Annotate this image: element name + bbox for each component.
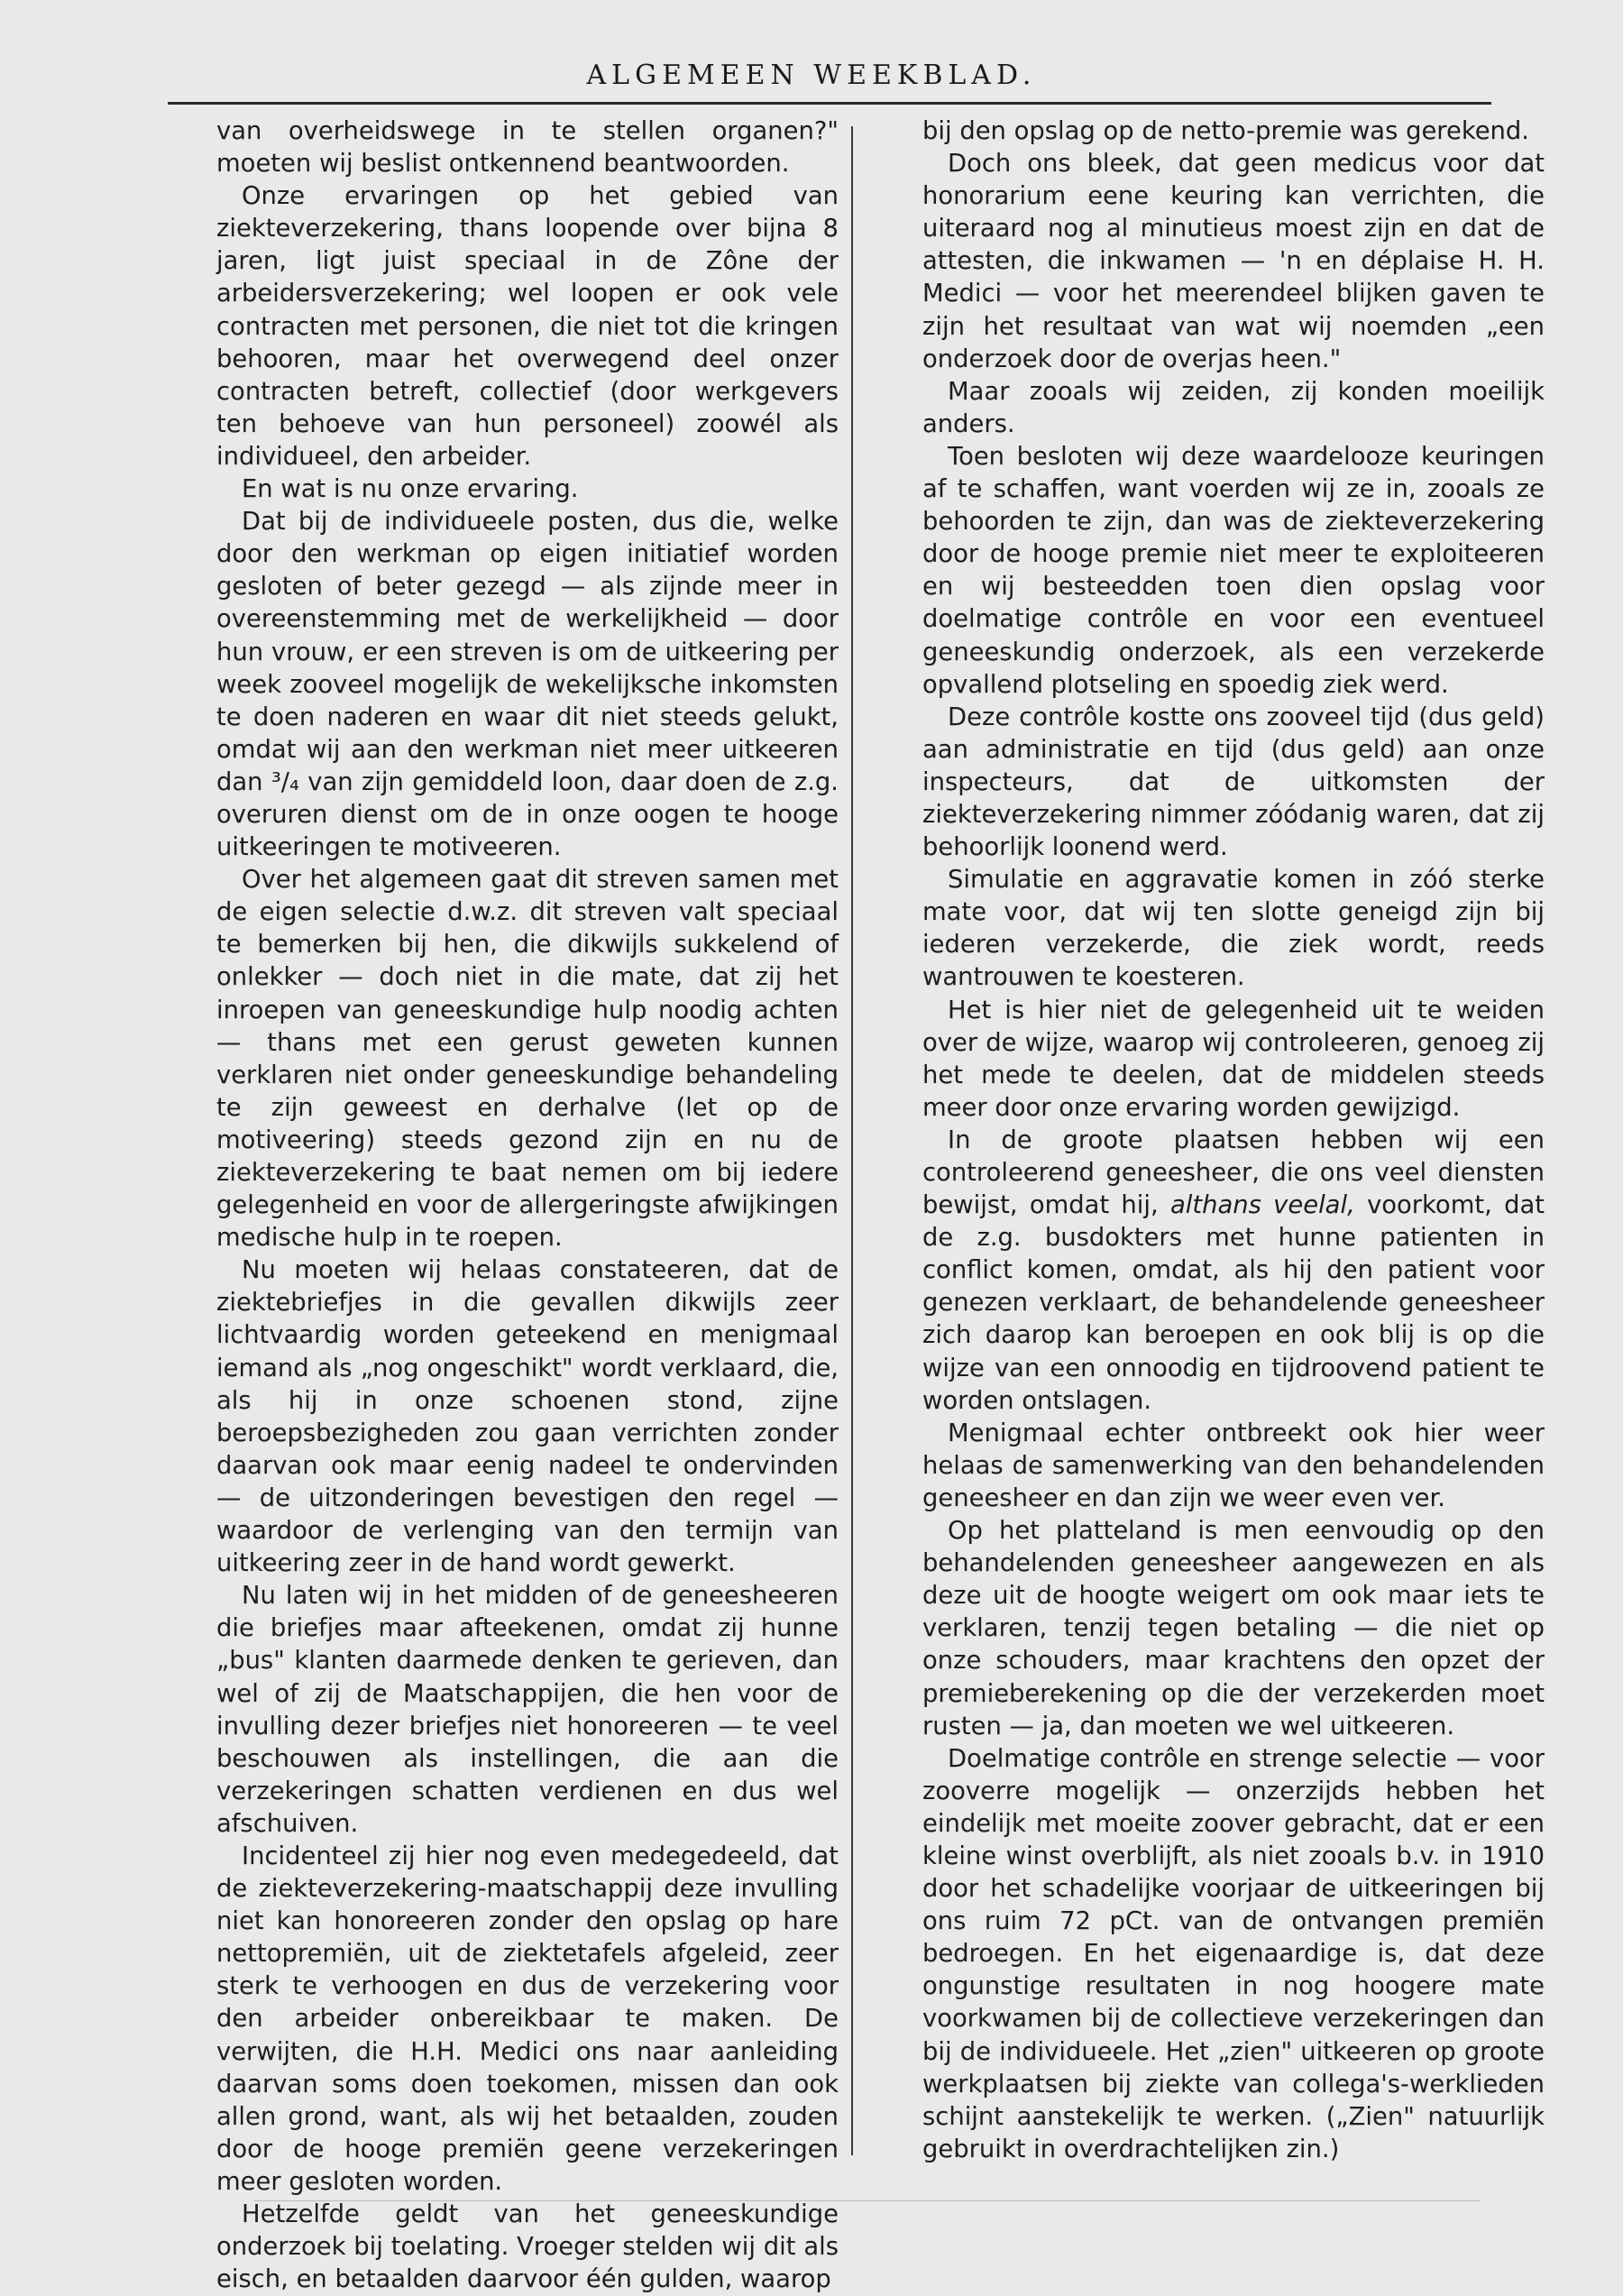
left-column bbox=[216, 115, 839, 2296]
paragraph: Hetzelfde geldt van het geneeskundige onderzoek bij toelating. Vroeger stelden wij dit als eisch, en betaalden daarvoor één gulden, waarop bbox=[216, 2200, 839, 2294]
paragraph-text: voorkomt, dat de z.g. busdokters met hunne patienten in conflict komen, omdat, als hij den patient voor genezen verklaart, de behandelende geneesheer zich daarop kan beroepen en ook blij is op die wijze van een onnoodig en tijdroovend patient te worden ontslagen. bbox=[922, 1191, 1545, 1415]
paragraph: Doelmatige contrôle en strenge selectie — voor zooverre mogelijk — onzerzijds hebben het eindelijk met moeite zoover gebracht, dat er een kleine winst overblijft, als niet zooals b.v. in 1910 door het schadelijke voorjaar de uitkeeringen bij ons ruim 72 pCt. van de ontvangen premiën bedroegen. En het eigenaardige is, dat deze ongunstige resultaten in nog hoogere mate voorkwamen bij de collectieve verzekeringen dan bij de individueele. Het „zien" uitkeeren op groote werkplaatsen bij ziekte van collega's-werklieden schijnt aanstekelijk te werken. („Zien" natuurlijk gebruikt in overdrachtelijken zin.) bbox=[922, 1744, 1545, 2163]
page-header: ALGEMEEN WEEKBLAD. bbox=[586, 60, 1037, 91]
paragraph: Nu laten wij in het midden of de geneesheeren die briefjes maar afteekenen, omdat zij hunne „bus" klanten daarmede denken te gerieven, dan wel of zij de Maatschappijen, die hen voor de invulling dezer briefjes niet honoreeren — te veel beschouwen als instellingen, die aan die verzekeringen schatten verdienen en dus wel afschuiven. bbox=[216, 1582, 839, 1838]
paragraph: Het is hier niet de gelegenheid uit te weiden over de wijze, waarop wij controleeren, genoeg zij het mede te deelen, dat de middelen steeds meer door onze ervaring worden gewijzigd. bbox=[922, 996, 1545, 1122]
header-rule bbox=[168, 102, 1491, 105]
paragraph: Deze contrôle kostte ons zooveel tijd (dus geld) aan administratie en tijd (dus geld) aan onze inspecteurs, dat de uitkomsten der ziekteverzekering nimmer zóódanig waren, dat zij behoorlijk loonend werd. bbox=[922, 703, 1545, 862]
column-divider bbox=[851, 126, 853, 2155]
paragraph: Maar zooals wij zeiden, zij konden moeilijk anders. bbox=[922, 377, 1545, 438]
paragraph: Onze ervaringen op het gebied van ziekteverzekering, thans loopende over bijna 8 jaren, ligt juist speciaal in de Zône der arbeidersverzekering; wel loopen er ook vele contracten met personen, die niet tot die kringen behooren, maar het overwegend deel onzer contracten betreft, collectief (door werkgevers ten behoeve van hun personeel) zoowél als individueel, den arbeider. bbox=[216, 182, 839, 471]
paragraph: Op het platteland is men eenvoudig op den behandelenden geneesheer aangewezen en als deze uit de hoogte weigert om ook maar iets te verklaren, tenzij tegen betaling — die niet op onze schouders, maar krachtens den opzet der premieberekening op die der verzekerden moet rusten — ja, dan moeten we wel uitkeeren. bbox=[922, 1517, 1545, 1740]
paragraph: Doch ons bleek, dat geen medicus voor dat honorarium eene keuring kan verrichten, die uiteraard nog al minutieus moest zijn en dat de attesten, die inkwamen — 'n en déplaise H. H. Medici — voor het meerendeel blijken gaven te zijn het resultaat van wat wij noemden „een onderzoek door de overjas heen." bbox=[922, 150, 1545, 373]
paragraph: bij den opslag op de netto-premie was gerekend. bbox=[922, 117, 1530, 145]
bottom-rule bbox=[254, 2200, 1481, 2201]
paragraph: Toen besloten wij deze waardelooze keuringen af te schaffen, want voerden wij ze in, zooals ze behoorden te zijn, dan was de ziekteverzekering door de hooge premie niet meer te exploiteeren en wij besteedden toen dien opslag voor doelmatige contrôle en voor een eventueel geneeskundig onderzoek, als een verzekerde opvallend plotseling en spoedig ziek werd. bbox=[922, 442, 1545, 699]
paragraph: En wat is nu onze ervaring. bbox=[242, 475, 579, 504]
paragraph: Incidenteel zij hier nog even medegedeeld, dat de ziekteverzekering-maatschappij deze invulling niet kan honoreeren zonder den opslag op hare nettopremiën, uit de ziektetafels afgeleid, zeer sterk te verhoogen en dus de verzekering voor den arbeider onbereikbaar te maken. De verwijten, die H.H. Medici ons naar aanleiding daarvan soms doen toekomen, missen dan ook allen grond, want, als wij het betaalden, zouden door de hooge premiën geene verzekeringen meer gesloten worden. bbox=[216, 1841, 839, 2196]
paragraph: Dat bij de individueele posten, dus die, welke door den werkman op eigen initiatief worden gesloten of beter gezegd — als zijnde meer in overeenstemming met de werkelijkheid — door hun vrouw, er een streven is om de uitkeering per week zooveel mogelijk de wekelijksche inkomsten te doen naderen en waar dit niet steeds gelukt, omdat wij aan den werkman niet meer uitkeeren dan ³/₄ van zijn gemiddeld loon, daar doen de z.g. overuren dienst om de in onze oogen te hooge uitkeeringen te motiveeren. bbox=[216, 508, 839, 862]
paragraph: Menigmaal echter ontbreekt ook hier weer helaas de samenwerking van den behandelenden geneesheer en dan zijn we weer even ver. bbox=[922, 1419, 1545, 1512]
right-column bbox=[922, 115, 1545, 2166]
paragraph: Simulatie en aggravatie komen in zóó sterke mate voor, dat wij ten slotte geneigd zijn bij iederen verzekerde, die ziek wordt, reeds wantrouwen te koesteren. bbox=[922, 866, 1545, 992]
paragraph: Nu moeten wij helaas constateeren, dat de ziektebriefjes in die gevallen dikwijls zeer lichtvaardig worden geteekend en menigmaal iemand als „nog ongeschikt" wordt verklaard, die, als hij in onze schoenen stond, zijne beroepsbezigheden zou gaan verrichten zonder daarvan ook maar eenig nadeel te ondervinden — de uitzonderingen bevestigen den regel — waardoor de verlenging van den termijn van uitkeering zeer in de hand wordt gewerkt. bbox=[216, 1256, 839, 1578]
paragraph: Over het algemeen gaat dit streven samen met de eigen selectie d.w.z. dit streven valt speciaal te bemerken bij hen, die dikwijls sukkelend of onlekker — doch niet in die mate, dat zij het inroepen van geneeskundige hulp noodig achten — thans met een gerust geweten kunnen verklaren niet onder geneeskundige behandeling te zijn geweest en derhalve (let op de motiveering) steeds gezond zijn en nu de ziekteverzekering te baat nemen om bij iedere gelegenheid en voor de allergeringste afwijkingen medische hulp in te roepen. bbox=[216, 866, 839, 1253]
paragraph: van overheidswege in te stellen organen?" moeten wij beslist ontkennend beantwoorden. bbox=[216, 117, 839, 179]
emphasis-text: althans veelal, bbox=[1170, 1191, 1355, 1220]
paragraph bbox=[922, 1125, 1545, 1418]
paragraph-text: In de groote plaatsen hebben wij een controleerend geneesheer, die ons veel diensten bewijst, omdat hij, bbox=[922, 1125, 1545, 1220]
